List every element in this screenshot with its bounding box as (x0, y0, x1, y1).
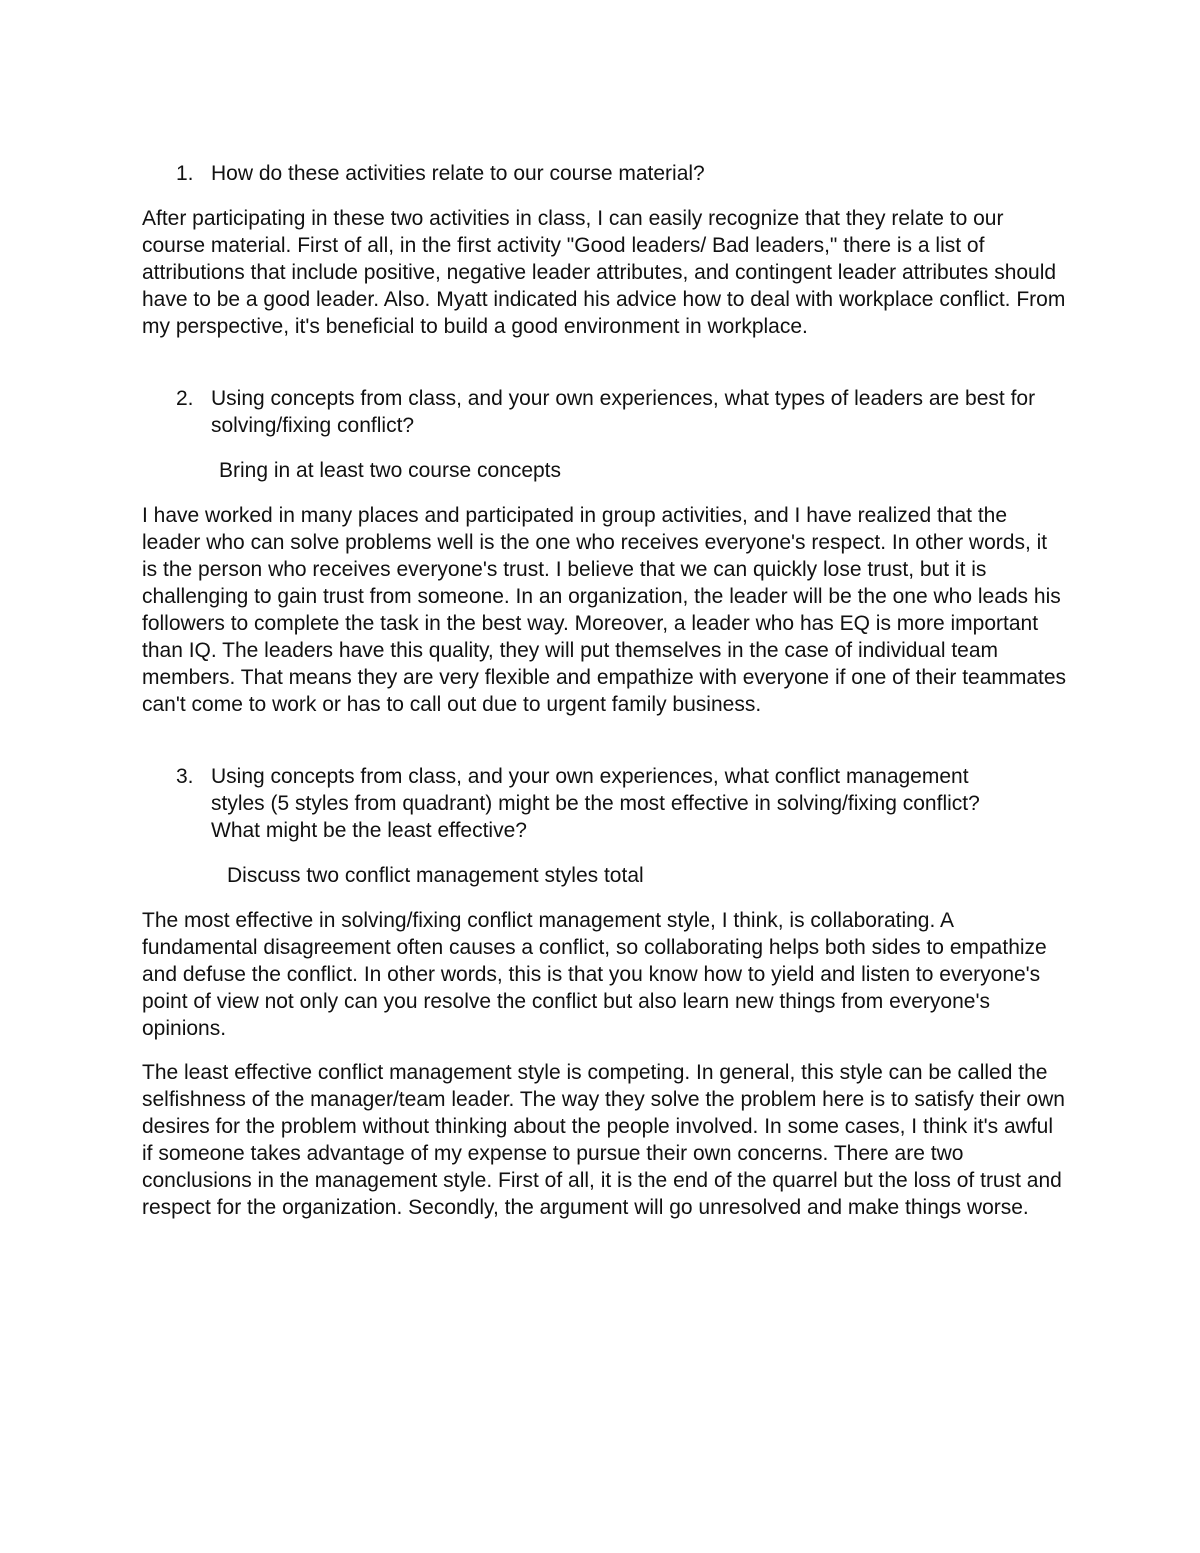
question-2 (176, 385, 1076, 439)
question-text: How do these activities relate to our course material? (211, 162, 705, 185)
question-3-instruction: Discuss two conflict management styles total (227, 864, 644, 887)
answer-3-least-effective-paragraph: The least effective conflict management style is competing. In general, this style can be called the selfishness of the manager/team leader. The way they solve the problem here is to satisfy their own desires for the problem without thinking about the people involved. In some cases, I think it's awful if someone takes advantage of my expense to pursue their own concerns. There are two conclusions in the management style. First of all, it is the end of the quarrel but the loss of trust and respect for the organization. Secondly, the argument will go unresolved and make things worse. (142, 1061, 1065, 1219)
answer-1-paragraph: After participating in these two activities in class, I can easily recognize that they relate to our course material. First of all, in the first activity "Good leaders/ Bad leaders," there is a list of attributions that include positive, negative leader attributes, and contingent leader attributes should have to be a good leader. Also. Myatt indicated his advice how to deal with workplace conflict. From my perspective, it's beneficial to build a good environment in workplace. (142, 207, 1066, 338)
question-number: 3. (176, 765, 194, 788)
question-number: 2. (176, 387, 194, 410)
question-text: Using concepts from class, and your own experiences, what types of leaders are best for solving/fixing conflict? (211, 387, 1036, 437)
question-text: Using concepts from class, and your own experiences, what conflict management styles (5 styles from quadrant) might be the most effective in solving/fixing conflict? What might be the least effective? (211, 765, 980, 842)
answer-3-most-effective-paragraph: The most effective in solving/fixing conflict management style, I think, is collaborating. A fundamental disagreement often causes a conflict, so collaborating helps both sides to empathize and defuse the conflict. In other words, this is that you know how to yield and listen to everyone's point of view not only can you resolve the conflict but also learn new things from everyone's opinions. (142, 909, 1047, 1040)
answer-2-paragraph: I have worked in many places and participated in group activities, and I have realized that the leader who can solve problems well is the one who receives everyone's respect. In other words, it is the person who receives everyone's trust. I believe that we can quickly lose trust, but it is challenging to gain trust from someone. In an organization, the leader will be the one who leads his followers to complete the task in the best way. Moreover, a leader who has EQ is more important than IQ. The leaders have this quality, they will put themselves in the case of individual team members. That means they are very flexible and empathize with everyone if one of their teammates can't come to work or has to call out due to urgent family business. (142, 504, 1067, 716)
question-number: 1. (176, 162, 194, 185)
question-2-instruction: Bring in at least two course concepts (219, 459, 562, 482)
question-1 (176, 160, 1076, 187)
question-3 (176, 763, 1076, 844)
